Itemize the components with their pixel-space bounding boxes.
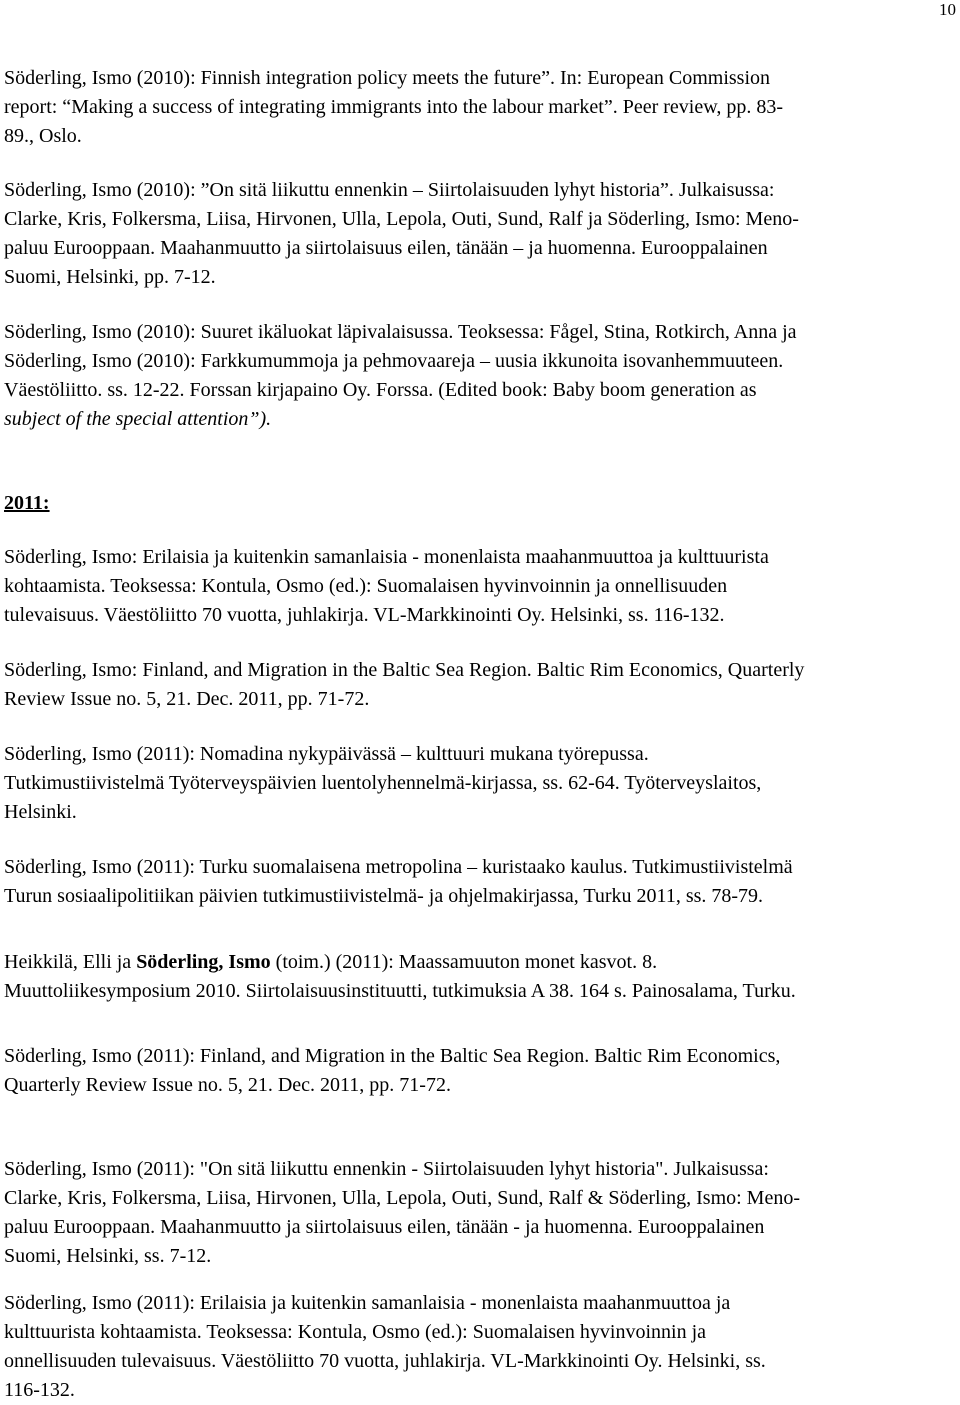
reference-entry	[4, 948, 954, 1006]
reference-line: Muuttoliikesymposium 2010. Siirtolaisuusinstituutti, tutkimuksia A 38. 164 s. Painosalama, Turku.	[4, 980, 796, 1002]
reference-entry	[4, 740, 954, 827]
reference-line: Clarke, Kris, Folkersma, Liisa, Hirvonen, Ulla, Lepola, Outi, Sund, Ralf ja Söderling, Ismo: Meno-	[4, 208, 799, 230]
reference-entry	[4, 176, 954, 292]
reference-title: (toim.) (2011): Maassamuuton monet kasvot. 8.	[270, 951, 658, 973]
page-number: 10	[939, 0, 956, 19]
reference-line: Söderling, Ismo: Erilaisia ja kuitenkin samanlaisia - monenlaista maahanmuuttoa ja kulttuurista	[4, 546, 769, 568]
reference-line: Söderling, Ismo (2011): Finland, and Migration in the Baltic Sea Region. Baltic Rim Economics,	[4, 1045, 781, 1067]
reference-line: Clarke, Kris, Folkersma, Liisa, Hirvonen, Ulla, Lepola, Outi, Sund, Ralf & Söderling, Ismo: Meno-	[4, 1187, 800, 1209]
reference-entry	[4, 656, 954, 714]
reference-line: paluu Eurooppaan. Maahanmuutto ja siirtolaisuus eilen, tänään – ja huomenna. Eurooppalainen	[4, 237, 768, 259]
reference-entry	[4, 1155, 954, 1271]
reference-line: Suomi, Helsinki, pp. 7-12.	[4, 266, 216, 288]
reference-line: Söderling, Ismo: Finland, and Migration in the Baltic Sea Region. Baltic Rim Economics, Quarterly	[4, 659, 805, 681]
year-heading-2011: 2011:	[4, 492, 50, 514]
reference-line: Suomi, Helsinki, ss. 7-12.	[4, 1245, 212, 1267]
reference-line: 116-132.	[4, 1379, 75, 1401]
reference-line-italic: subject of the special attention”).	[4, 408, 272, 430]
reference-line: Turun sosiaalipolitiikan päivien tutkimustiivistelmä- ja ohjelmakirjassa, Turku 2011, ss. 78-79.	[4, 885, 764, 907]
reference-line: Tutkimustiivistelmä Työterveyspäivien luentolyhennelmä-kirjassa, ss. 62-64. Työterveyslaitos,	[4, 772, 762, 794]
reference-line: Söderling, Ismo (2010): Farkkumummoja ja pehmovaareja – uusia ikkunoita isovanhemmuuteen.	[4, 350, 784, 372]
reference-line: Helsinki.	[4, 801, 77, 823]
reference-authors: Heikkilä, Elli ja	[4, 951, 137, 973]
reference-line: paluu Eurooppaan. Maahanmuutto ja siirtolaisuus eilen, tänään - ja huomenna. Eurooppalainen	[4, 1216, 765, 1238]
reference-line: Söderling, Ismo (2011): Nomadina nykypäivässä – kulttuuri mukana työrepussa.	[4, 743, 649, 765]
reference-line	[4, 948, 954, 977]
reference-entry	[4, 1042, 954, 1100]
reference-line: onnellisuuden tulevaisuus. Väestöliitto 70 vuotta, juhlakirja. VL-Markkinointi Oy. Helsinki, ss.	[4, 1350, 766, 1372]
reference-entry	[4, 318, 954, 434]
reference-line: Söderling, Ismo (2010): Finnish integration policy meets the future”. In: European Commission	[4, 67, 770, 89]
reference-line: Söderling, Ismo (2010): ”On sitä liikuttu ennenkin – Siirtolaisuuden lyhyt historia”. Julkaisussa:	[4, 179, 775, 201]
reference-line: 89., Oslo.	[4, 125, 82, 147]
reference-line: Review Issue no. 5, 21. Dec. 2011, pp. 71-72.	[4, 688, 370, 710]
reference-line: report: “Making a success of integrating immigrants into the labour market”. Peer review, pp. 83-	[4, 96, 784, 118]
reference-line: Söderling, Ismo (2011): Turku suomalaisena metropolina – kuristaako kaulus. Tutkimustiivistelmä	[4, 856, 793, 878]
reference-entry	[4, 1289, 954, 1405]
reference-author-bold: Söderling, Ismo	[136, 951, 271, 973]
reference-line: tulevaisuus. Väestöliitto 70 vuotta, juhlakirja. VL-Markkinointi Oy. Helsinki, ss. 116-132.	[4, 604, 725, 626]
reference-entry	[4, 64, 954, 151]
reference-line: kohtaamista. Teoksessa: Kontula, Osmo (ed.): Suomalaisen hyvinvoinnin ja onnellisuuden	[4, 575, 728, 597]
reference-entry	[4, 853, 954, 911]
reference-line: kulttuurista kohtaamista. Teoksessa: Kontula, Osmo (ed.): Suomalaisen hyvinvoinnin ja	[4, 1321, 707, 1343]
reference-line: Quarterly Review Issue no. 5, 21. Dec. 2011, pp. 71-72.	[4, 1074, 451, 1096]
reference-line: Väestöliitto. ss. 12-22. Forssan kirjapaino Oy. Forssa. (Edited book: Baby boom generation as	[4, 379, 757, 401]
reference-line: Söderling, Ismo (2011): "On sitä liikuttu ennenkin - Siirtolaisuuden lyhyt historia". Julkaisussa:	[4, 1158, 769, 1180]
reference-entry	[4, 543, 954, 630]
reference-line: Söderling, Ismo (2010): Suuret ikäluokat läpivalaisussa. Teoksessa: Fågel, Stina, Rotkirch, Anna ja	[4, 321, 797, 343]
reference-line: Söderling, Ismo (2011): Erilaisia ja kuitenkin samanlaisia - monenlaista maahanmuuttoa ja	[4, 1292, 731, 1314]
